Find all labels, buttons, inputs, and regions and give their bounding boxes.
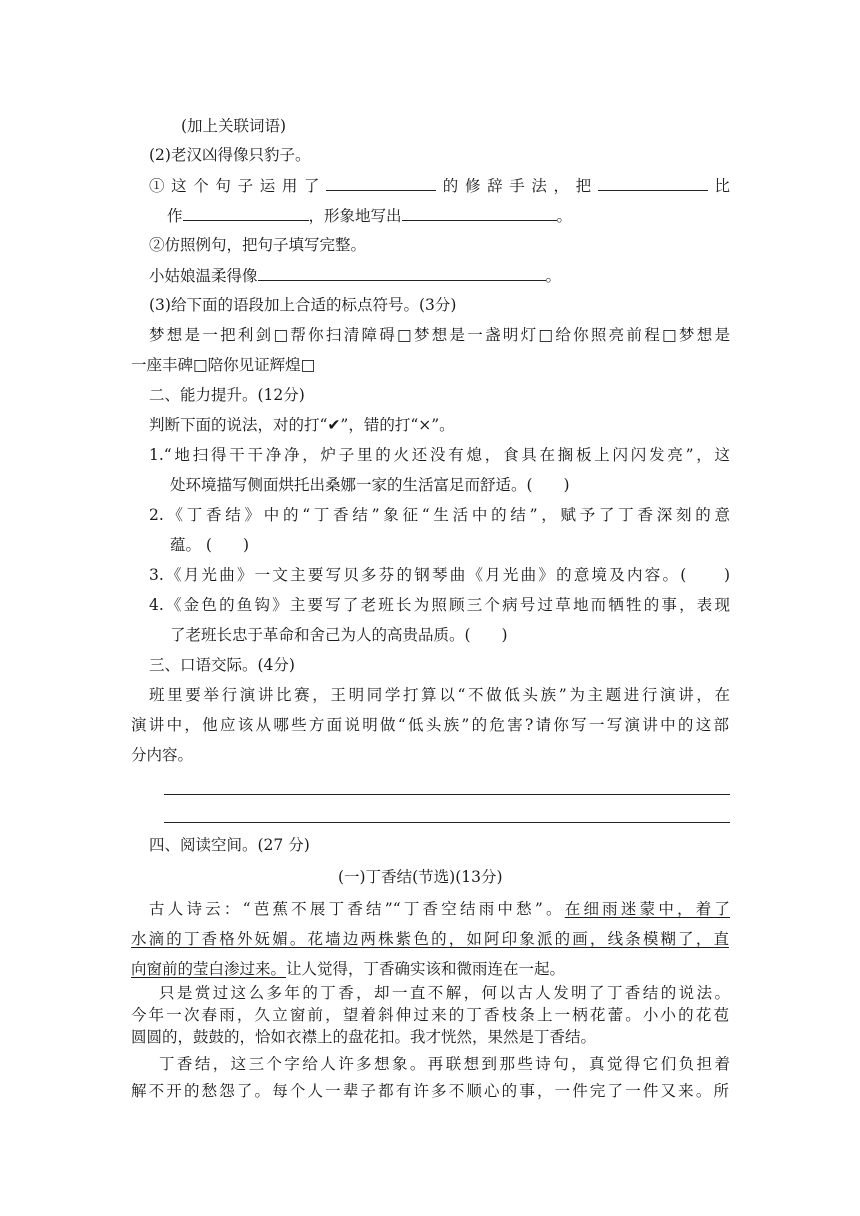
judge-item-2-line1: 2.《丁香结》中的“丁香结”象征“生活中的结”，赋予了丁香深刻的意	[149, 506, 730, 524]
judge-item-4-line2: 了老班长忠于革命和舍己为人的高贵品质。( )	[170, 626, 508, 644]
section3-line3: 分内容。	[131, 746, 194, 764]
judge-item-2-line2: 蕴。 ( )	[170, 536, 250, 554]
q2-sub2-fill: 小姑娘温柔得像 。	[149, 264, 561, 287]
q2-sub1-line2: 作 ，形象地写出 。	[167, 204, 572, 227]
q1-note: (加上关联词语)	[181, 117, 287, 135]
q2-sub1-line1: ①这个句子运用了 的修辞手法，把 比	[149, 174, 730, 197]
answer-blank-4[interactable]	[402, 204, 557, 221]
q3-title: (3)给下面的语段加上合适的标点符号。(3分)	[149, 296, 457, 314]
judge-item-1-line2: 处环境描写侧面烘托出桑娜一家的生活富足而舒适。( )	[170, 476, 570, 494]
passage-p2-line1: 只是赏过这么多年的丁香，却一直不解，何以古人发明了丁香结的说法。	[159, 984, 730, 1002]
passage-p2-line3: 圆圆的，鼓鼓的，恰如衣襟上的盘花扣。我才恍然，果然是丁香结。	[131, 1028, 597, 1046]
judge-item-1-line1: 1.“地扫得干干净净，炉子里的火还没有熄，食具在搁板上闪闪发亮”，这	[149, 446, 730, 464]
answer-blank-1[interactable]	[326, 174, 436, 191]
answer-line-1[interactable]	[164, 794, 730, 795]
section3-line2: 演讲中，他应该从哪些方面说明做“低头族”的危害?请你写一写演讲中的这部	[131, 716, 729, 734]
q3-line2: 一座丰碑□陪你见证辉煌□	[131, 356, 316, 374]
q2-sub2: ②仿照例句，把句子填写完整。	[149, 236, 367, 254]
section3-title: 三、口语交际。(4分)	[149, 656, 295, 674]
answer-line-2[interactable]	[164, 822, 730, 823]
answer-blank-2[interactable]	[598, 174, 708, 191]
passage-p1-line2: 水滴的丁香格外妩媚。花墙边两株紫色的，如阿印象派的画，线条模糊了，直	[131, 930, 729, 948]
judge-item-4-line1: 4.《金色的鱼钩》主要写了老班长为照顾三个病号过草地而牺牲的事，表现	[149, 596, 730, 614]
section2-title: 二、能力提升。(12分)	[149, 386, 305, 404]
section4-title: 四、阅读空间。(27 分)	[149, 836, 310, 854]
section3-line1: 班里要举行演讲比赛，王明同学打算以“不做低头族”为主题进行演讲，在	[149, 686, 730, 704]
judge-item-3: 3.《月光曲》一文主要写贝多芬的钢琴曲《月光曲》的意境及内容。( )	[149, 566, 730, 584]
answer-blank-3[interactable]	[183, 204, 309, 221]
section2-instruction: 判断下面的说法，对的打“✔”，错的打“×”。	[149, 416, 455, 434]
passage-p3-line2: 解不开的愁怨了。每个人一辈子都有许多不顺心的事，一件完了一件又来。所	[131, 1082, 729, 1100]
answer-blank-5[interactable]	[258, 264, 546, 281]
q2-title: (2)老汉凶得像只豹子。	[149, 146, 311, 164]
passage-p1-line3: 向窗前的莹白渗过来。让人觉得，丁香确实该和微雨连在一起。	[131, 960, 566, 978]
passage-p1-line1: 古人诗云：“芭蕉不展丁香结”“丁香空结雨中愁”。在细雨迷蒙中，着了	[149, 900, 730, 918]
passage-p3-line1: 丁香结，这三个字给人许多想象。再联想到那些诗句，真觉得它们负担着	[159, 1055, 730, 1073]
passage-p2-line2: 今年一次春雨，久立窗前，望着斜伸过来的丁香枝条上一柄花蕾。小小的花苞	[131, 1006, 729, 1024]
passage-title: (一)丁香结(节选)(13分)	[338, 868, 503, 886]
q3-line1: 梦想是一把利剑□帮你扫清障碍□梦想是一盏明灯□给你照亮前程□梦想是	[149, 326, 730, 344]
